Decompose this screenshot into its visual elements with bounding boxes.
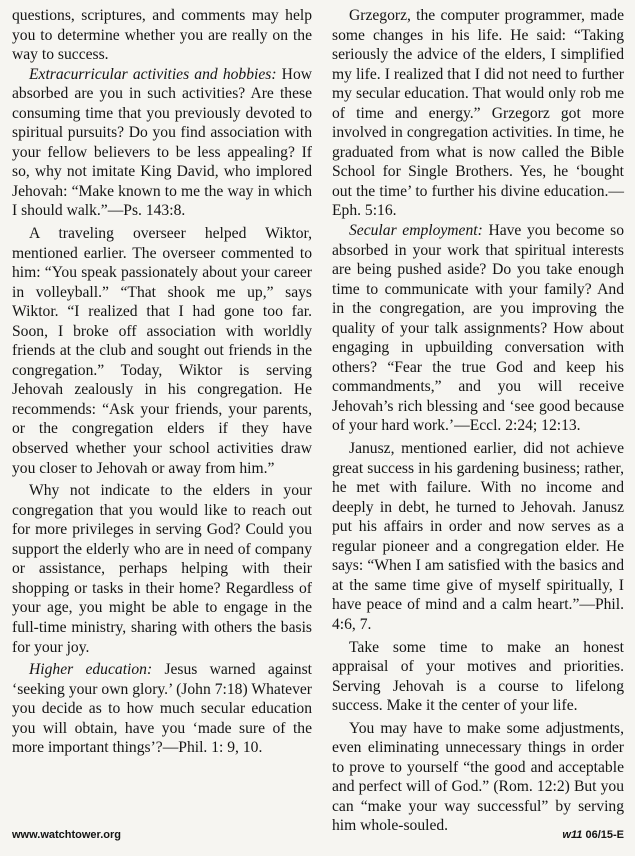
right-column (332, 6, 624, 836)
paragraph: Why not indicate to the elders in your congregation that you would like to reach out for more privileges in serving God? Could you support the elderly who are in need of company or assistance, perhaps helping with their shopping or tasks in their home? Regardless of your age, you might be able to engage in the full-time ministry, sharing with others the basis for your joy. (12, 482, 312, 656)
paragraph: A traveling overseer helped Wiktor, mentioned earlier. The overseer commented to him: “You speak passionately about your career in volleyball.” “That shook me up,” says Wiktor. “I realized that I had gone too far. Soon, I broke off association with worldly friends at the club and sought out friends in the congregation.” Today, Wiktor is serving Jehovah zealously in his congregation. He recommends: “Ask your friends, your parents, or the congregation elders if they have observed whether your school activities draw you closer to Jehovah or away from him.” (12, 225, 312, 477)
paragraph: Grzegorz, the computer programmer, made some changes in his life. He said: “Taking seriously the advice of the elders, I simplified my life. I realized that I did not need to further my secular education. That would only rob me of time and energy.” Grzegorz got more involved in congregation activities. In time, he graduated from what is now called the Bible School for Single Brothers. Yes, he ‘bought out the time’ to further his divine education.—Eph. 5:16. (332, 7, 624, 220)
section-heading: Secular employment: (349, 222, 483, 240)
paragraph (12, 660, 312, 758)
website-link[interactable]: www.watchtower.org (12, 829, 121, 841)
paragraph-body: Have you become so absorbed in your work that spiritual interests are being pushed aside? Do you take enough time to communicate with your family? And in the congregation, are you improving the quality of your talk assignments? How about engaging in upbuilding conversation with others? “Fear the true God and keep his commandments,” and you will receive Jehovah’s rich blessing and ‘see good because of your hard work.’—Eccl. 2:24; 12:13. (332, 222, 624, 435)
paragraph (12, 65, 312, 221)
paragraph-body: Jesus warned against ‘seeking your own glory.’ (John 7:18) Whatever you decide as to how much secular education you will obtain, have you ‘made sure of the more important things’?—Phil. 1: 9, 10. (12, 661, 312, 757)
left-column (12, 6, 312, 758)
section-heading: Extracurricular activities and hobbies: (29, 65, 277, 83)
paragraph: questions, scriptures, and comments may help you to determine whether you are really on the way to success. (12, 7, 312, 64)
paragraph (332, 221, 624, 436)
issue-prefix: w11 (562, 829, 583, 841)
page-footer (12, 829, 624, 845)
issue-code (562, 829, 624, 841)
issue-date: 06/15-E (582, 829, 624, 841)
paragraph-body: How absorbed are you in such activities? Are these consuming time that you previously devoted to spiritual pursuits? Do you find association with your fellow believers to be less appealing? If so, why not imitate King David, who implored Jehovah: “Make known to me the way in which I should walk.”—Ps. 143:8. (12, 65, 313, 220)
paragraph: You may have to make some adjustments, even eliminating unnecessary things in order to prove to yourself “the good and acceptable and perfect will of God.” (Rom. 12:2) But you can “make your way successful” by serving him whole-souled. (332, 719, 624, 835)
section-heading: Higher education: (29, 661, 153, 679)
paragraph: Janusz, mentioned earlier, did not achieve great success in his gardening business; rather, he met with failure. With no income and deeply in debt, he turned to Jehovah. Janusz put his affairs in order and now serves as a regular pioneer and a congregation elder. He says: “When I am satisfied with the basics and at the same time give of myself spiritually, I have peace of mind and a calm heart.”—Phil. 4:6, 7. (332, 440, 624, 633)
paragraph: Take some time to make an honest appraisal of your motives and priorities. Serving Jehovah is a course to lifelong success. Make it the center of your life. (332, 638, 624, 715)
